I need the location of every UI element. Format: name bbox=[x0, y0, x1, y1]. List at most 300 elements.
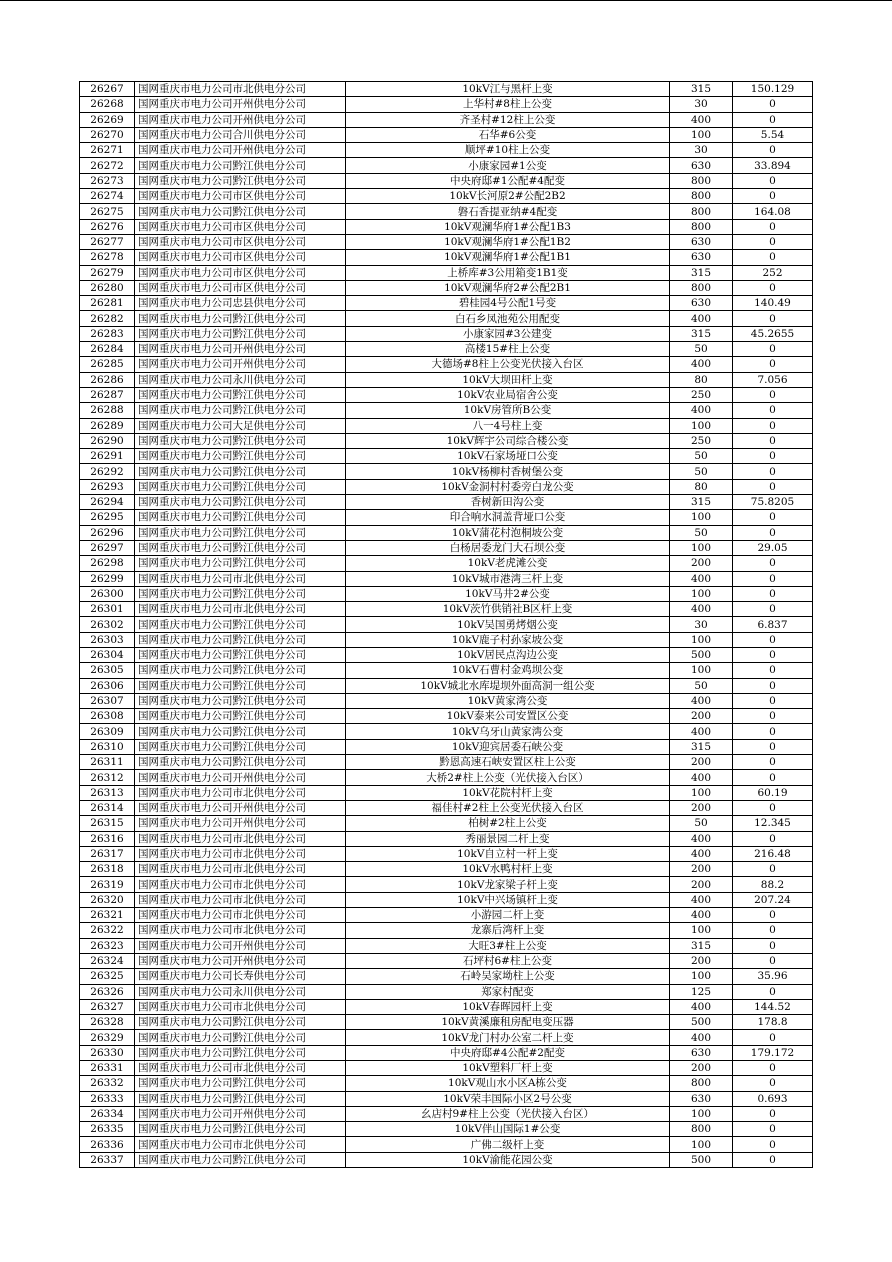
company-cell: 国网重庆市电力公司市北供电分公司 bbox=[135, 785, 346, 800]
company-cell: 国网重庆市电力公司黔江供电分公司 bbox=[135, 1152, 346, 1167]
company-cell: 国网重庆市电力公司开州供电分公司 bbox=[135, 1106, 346, 1121]
company-cell: 国网重庆市电力公司黔江供电分公司 bbox=[135, 204, 346, 219]
table-row bbox=[80, 265, 813, 280]
transformer-name-cell: 10kV观澜华府1#公配1B2 bbox=[346, 234, 670, 249]
transformer-name-cell: 10kV水鸭村杆上变 bbox=[346, 862, 670, 877]
row-id-cell: 26296 bbox=[80, 525, 135, 540]
table-row bbox=[80, 984, 813, 999]
company-cell: 国网重庆市电力公司市北供电分公司 bbox=[135, 82, 346, 97]
table-row bbox=[80, 1045, 813, 1060]
transformer-name-cell: 10kV黄溪廉租房配电变压器 bbox=[346, 1015, 670, 1030]
table-row bbox=[80, 510, 813, 525]
company-cell: 国网重庆市电力公司黔江供电分公司 bbox=[135, 387, 346, 402]
value-cell: 0 bbox=[733, 403, 813, 418]
company-cell: 国网重庆市电力公司黔江供电分公司 bbox=[135, 693, 346, 708]
value-cell: 252 bbox=[733, 265, 813, 280]
row-id-cell: 26327 bbox=[80, 999, 135, 1014]
value-cell: 0 bbox=[733, 831, 813, 846]
table-row bbox=[80, 540, 813, 555]
transformer-name-cell: 小康家园#1公变 bbox=[346, 158, 670, 173]
capacity-cell: 100 bbox=[670, 632, 733, 647]
company-cell: 国网重庆市电力公司黔江供电分公司 bbox=[135, 1030, 346, 1045]
capacity-cell: 80 bbox=[670, 479, 733, 494]
transformer-name-cell: 10kV辉宇公司综合楼公变 bbox=[346, 433, 670, 448]
table-row bbox=[80, 969, 813, 984]
table-row bbox=[80, 204, 813, 219]
table-row bbox=[80, 693, 813, 708]
row-id-cell: 26316 bbox=[80, 831, 135, 846]
transformer-name-cell: 10kV渝能花园公变 bbox=[346, 1152, 670, 1167]
value-cell: 0 bbox=[733, 663, 813, 678]
table-row bbox=[80, 1015, 813, 1030]
transformer-name-cell: 郑家村配变 bbox=[346, 984, 670, 999]
row-id-cell: 26292 bbox=[80, 464, 135, 479]
transformer-name-cell: 石岭吴家坳柱上公变 bbox=[346, 969, 670, 984]
row-id-cell: 26290 bbox=[80, 433, 135, 448]
row-id-cell: 26279 bbox=[80, 265, 135, 280]
capacity-cell: 200 bbox=[670, 800, 733, 815]
table-row bbox=[80, 403, 813, 418]
transformer-name-cell: 10kV吴国勇烤烟公变 bbox=[346, 617, 670, 632]
value-cell: 33.894 bbox=[733, 158, 813, 173]
transformer-name-cell: 10kV房管所B公变 bbox=[346, 403, 670, 418]
capacity-cell: 125 bbox=[670, 984, 733, 999]
capacity-cell: 100 bbox=[670, 586, 733, 601]
transformer-name-cell: 10kV城北水库堤坝外面高洞一组公变 bbox=[346, 678, 670, 693]
row-id-cell: 26313 bbox=[80, 785, 135, 800]
capacity-cell: 400 bbox=[670, 1030, 733, 1045]
row-id-cell: 26304 bbox=[80, 647, 135, 662]
company-cell: 国网重庆市电力公司黔江供电分公司 bbox=[135, 540, 346, 555]
value-cell: 0 bbox=[733, 418, 813, 433]
value-cell: 88.2 bbox=[733, 877, 813, 892]
company-cell: 国网重庆市电力公司开州供电分公司 bbox=[135, 800, 346, 815]
value-cell: 0 bbox=[733, 449, 813, 464]
company-cell: 国网重庆市电力公司开州供电分公司 bbox=[135, 816, 346, 831]
transformer-name-cell: 八一4号柱上变 bbox=[346, 418, 670, 433]
capacity-cell: 200 bbox=[670, 556, 733, 571]
capacity-cell: 800 bbox=[670, 1076, 733, 1091]
capacity-cell: 400 bbox=[670, 602, 733, 617]
table-row bbox=[80, 923, 813, 938]
table-row bbox=[80, 1076, 813, 1091]
value-cell: 5.54 bbox=[733, 127, 813, 142]
capacity-cell: 400 bbox=[670, 311, 733, 326]
capacity-cell: 30 bbox=[670, 617, 733, 632]
transformer-name-cell: 10kV城市港湾三杆上变 bbox=[346, 571, 670, 586]
table-row bbox=[80, 724, 813, 739]
value-cell: 60.19 bbox=[733, 785, 813, 800]
table-row bbox=[80, 617, 813, 632]
value-cell: 0 bbox=[733, 571, 813, 586]
capacity-cell: 800 bbox=[670, 219, 733, 234]
table-row bbox=[80, 173, 813, 188]
company-cell: 国网重庆市电力公司黔江供电分公司 bbox=[135, 617, 346, 632]
capacity-cell: 200 bbox=[670, 877, 733, 892]
value-cell: 29.05 bbox=[733, 540, 813, 555]
table-row bbox=[80, 280, 813, 295]
capacity-cell: 50 bbox=[670, 816, 733, 831]
company-cell: 国网重庆市电力公司市区供电分公司 bbox=[135, 189, 346, 204]
value-cell: 0 bbox=[733, 433, 813, 448]
value-cell: 0 bbox=[733, 800, 813, 815]
table-row bbox=[80, 709, 813, 724]
capacity-cell: 315 bbox=[670, 265, 733, 280]
row-id-cell: 26323 bbox=[80, 938, 135, 953]
company-cell: 国网重庆市电力公司黔江供电分公司 bbox=[135, 1122, 346, 1137]
table-row bbox=[80, 112, 813, 127]
company-cell: 国网重庆市电力公司黔江供电分公司 bbox=[135, 678, 346, 693]
row-id-cell: 26297 bbox=[80, 540, 135, 555]
value-cell: 164.08 bbox=[733, 204, 813, 219]
value-cell: 0 bbox=[733, 632, 813, 647]
row-id-cell: 26310 bbox=[80, 739, 135, 754]
company-cell: 国网重庆市电力公司黔江供电分公司 bbox=[135, 173, 346, 188]
row-id-cell: 26275 bbox=[80, 204, 135, 219]
value-cell: 0 bbox=[733, 678, 813, 693]
company-cell: 国网重庆市电力公司市北供电分公司 bbox=[135, 908, 346, 923]
capacity-cell: 400 bbox=[670, 846, 733, 861]
company-cell: 国网重庆市电力公司黔江供电分公司 bbox=[135, 449, 346, 464]
value-cell: 0 bbox=[733, 1137, 813, 1152]
value-cell: 0 bbox=[733, 908, 813, 923]
value-cell: 150.129 bbox=[733, 82, 813, 97]
company-cell: 国网重庆市电力公司市北供电分公司 bbox=[135, 999, 346, 1014]
table-row bbox=[80, 877, 813, 892]
transformer-name-cell: 10kV荣丰国际小区2号公变 bbox=[346, 1091, 670, 1106]
row-id-cell: 26268 bbox=[80, 97, 135, 112]
company-cell: 国网重庆市电力公司黔江供电分公司 bbox=[135, 586, 346, 601]
table-row bbox=[80, 158, 813, 173]
table-row bbox=[80, 999, 813, 1014]
transformer-name-cell: 10kV黄家湾公变 bbox=[346, 693, 670, 708]
company-cell: 国网重庆市电力公司市北供电分公司 bbox=[135, 602, 346, 617]
capacity-cell: 100 bbox=[670, 663, 733, 678]
capacity-cell: 50 bbox=[670, 464, 733, 479]
table-row bbox=[80, 418, 813, 433]
row-id-cell: 26300 bbox=[80, 586, 135, 601]
transformer-name-cell: 黔恩高速石峡安置区柱上公变 bbox=[346, 755, 670, 770]
row-id-cell: 26309 bbox=[80, 724, 135, 739]
table-row bbox=[80, 1061, 813, 1076]
value-cell: 0 bbox=[733, 173, 813, 188]
row-id-cell: 26334 bbox=[80, 1106, 135, 1121]
capacity-cell: 400 bbox=[670, 908, 733, 923]
transformer-name-cell: 高楼15#柱上公变 bbox=[346, 342, 670, 357]
capacity-cell: 315 bbox=[670, 82, 733, 97]
transformer-name-cell: 10kV茨竹供销社B区杆上变 bbox=[346, 602, 670, 617]
company-cell: 国网重庆市电力公司市区供电分公司 bbox=[135, 280, 346, 295]
transformer-name-cell: 小游园二杆上变 bbox=[346, 908, 670, 923]
transformer-name-cell: 10kV观澜华府1#公配1B3 bbox=[346, 219, 670, 234]
company-cell: 国网重庆市电力公司忠县供电分公司 bbox=[135, 296, 346, 311]
company-cell: 国网重庆市电力公司黔江供电分公司 bbox=[135, 647, 346, 662]
table-row bbox=[80, 586, 813, 601]
transformer-name-cell: 磐石香提亚纳#4配变 bbox=[346, 204, 670, 219]
table-row bbox=[80, 785, 813, 800]
value-cell: 0.693 bbox=[733, 1091, 813, 1106]
company-cell: 国网重庆市电力公司黔江供电分公司 bbox=[135, 311, 346, 326]
row-id-cell: 26308 bbox=[80, 709, 135, 724]
value-cell: 0 bbox=[733, 1122, 813, 1137]
value-cell: 0 bbox=[733, 97, 813, 112]
capacity-cell: 30 bbox=[670, 143, 733, 158]
company-cell: 国网重庆市电力公司市区供电分公司 bbox=[135, 265, 346, 280]
table-row bbox=[80, 326, 813, 341]
table-row bbox=[80, 387, 813, 402]
transformer-name-cell: 石坪村6#柱上公变 bbox=[346, 953, 670, 968]
transformer-name-cell: 幺店村9#柱上公变（光伏接入台区） bbox=[346, 1106, 670, 1121]
transformer-name-cell: 小康家园#3公建变 bbox=[346, 326, 670, 341]
value-cell: 0 bbox=[733, 586, 813, 601]
capacity-cell: 200 bbox=[670, 862, 733, 877]
value-cell: 140.49 bbox=[733, 296, 813, 311]
value-cell: 0 bbox=[733, 709, 813, 724]
value-cell: 0 bbox=[733, 1106, 813, 1121]
value-cell: 0 bbox=[733, 510, 813, 525]
company-cell: 国网重庆市电力公司开州供电分公司 bbox=[135, 97, 346, 112]
value-cell: 0 bbox=[733, 755, 813, 770]
row-id-cell: 26298 bbox=[80, 556, 135, 571]
value-cell: 0 bbox=[733, 234, 813, 249]
company-cell: 国网重庆市电力公司市北供电分公司 bbox=[135, 571, 346, 586]
value-cell: 0 bbox=[733, 953, 813, 968]
transformer-name-cell: 10kV农业局宿舍公变 bbox=[346, 387, 670, 402]
capacity-cell: 400 bbox=[670, 112, 733, 127]
row-id-cell: 26332 bbox=[80, 1076, 135, 1091]
table-row bbox=[80, 1106, 813, 1121]
value-cell: 0 bbox=[733, 1030, 813, 1045]
company-cell: 国网重庆市电力公司市北供电分公司 bbox=[135, 892, 346, 907]
company-cell: 国网重庆市电力公司黔江供电分公司 bbox=[135, 1045, 346, 1060]
value-cell: 12.345 bbox=[733, 816, 813, 831]
row-id-cell: 26282 bbox=[80, 311, 135, 326]
capacity-cell: 800 bbox=[670, 280, 733, 295]
capacity-cell: 250 bbox=[670, 433, 733, 448]
capacity-cell: 400 bbox=[670, 892, 733, 907]
table-row bbox=[80, 82, 813, 97]
table-row bbox=[80, 433, 813, 448]
value-cell: 35.96 bbox=[733, 969, 813, 984]
company-cell: 国网重庆市电力公司开州供电分公司 bbox=[135, 938, 346, 953]
transformer-name-cell: 10kV塑料厂杆上变 bbox=[346, 1061, 670, 1076]
table-row bbox=[80, 143, 813, 158]
table-row bbox=[80, 556, 813, 571]
table-row bbox=[80, 938, 813, 953]
transformer-name-cell: 香树新田沟公变 bbox=[346, 495, 670, 510]
value-cell: 216.48 bbox=[733, 846, 813, 861]
capacity-cell: 50 bbox=[670, 449, 733, 464]
value-cell: 0 bbox=[733, 693, 813, 708]
capacity-cell: 630 bbox=[670, 158, 733, 173]
transformer-name-cell: 10kV观山水小区A栋公变 bbox=[346, 1076, 670, 1091]
value-cell: 0 bbox=[733, 250, 813, 265]
capacity-cell: 100 bbox=[670, 785, 733, 800]
value-cell: 0 bbox=[733, 479, 813, 494]
company-cell: 国网重庆市电力公司开州供电分公司 bbox=[135, 770, 346, 785]
row-id-cell: 26277 bbox=[80, 234, 135, 249]
company-cell: 国网重庆市电力公司黔江供电分公司 bbox=[135, 1091, 346, 1106]
transformer-table bbox=[79, 81, 813, 1168]
capacity-cell: 100 bbox=[670, 1137, 733, 1152]
table-row bbox=[80, 1137, 813, 1152]
capacity-cell: 250 bbox=[670, 387, 733, 402]
table-row bbox=[80, 1152, 813, 1167]
row-id-cell: 26289 bbox=[80, 418, 135, 433]
transformer-name-cell: 白石乡凤池苑公用配变 bbox=[346, 311, 670, 326]
row-id-cell: 26336 bbox=[80, 1137, 135, 1152]
row-id-cell: 26299 bbox=[80, 571, 135, 586]
capacity-cell: 50 bbox=[670, 678, 733, 693]
row-id-cell: 26283 bbox=[80, 326, 135, 341]
capacity-cell: 400 bbox=[670, 357, 733, 372]
capacity-cell: 50 bbox=[670, 525, 733, 540]
row-id-cell: 26281 bbox=[80, 296, 135, 311]
row-id-cell: 26269 bbox=[80, 112, 135, 127]
row-id-cell: 26267 bbox=[80, 82, 135, 97]
table-row bbox=[80, 862, 813, 877]
value-cell: 7.056 bbox=[733, 372, 813, 387]
capacity-cell: 200 bbox=[670, 1061, 733, 1076]
row-id-cell: 26333 bbox=[80, 1091, 135, 1106]
table-row bbox=[80, 495, 813, 510]
transformer-name-cell: 碧桂园4号公配1号变 bbox=[346, 296, 670, 311]
company-cell: 国网重庆市电力公司黔江供电分公司 bbox=[135, 510, 346, 525]
row-id-cell: 26306 bbox=[80, 678, 135, 693]
value-cell: 0 bbox=[733, 724, 813, 739]
company-cell: 国网重庆市电力公司市区供电分公司 bbox=[135, 250, 346, 265]
capacity-cell: 630 bbox=[670, 1045, 733, 1060]
value-cell: 0 bbox=[733, 112, 813, 127]
capacity-cell: 400 bbox=[670, 403, 733, 418]
transformer-name-cell: 顺坪#10柱上公变 bbox=[346, 143, 670, 158]
table-row bbox=[80, 1091, 813, 1106]
capacity-cell: 80 bbox=[670, 372, 733, 387]
table-row bbox=[80, 219, 813, 234]
transformer-name-cell: 印合响水洞盖背垭口公变 bbox=[346, 510, 670, 525]
transformer-name-cell: 10kV龙家梁子杆上变 bbox=[346, 877, 670, 892]
company-cell: 国网重庆市电力公司黔江供电分公司 bbox=[135, 709, 346, 724]
transformer-name-cell: 齐圣村#12柱上公变 bbox=[346, 112, 670, 127]
row-id-cell: 26324 bbox=[80, 953, 135, 968]
table-row bbox=[80, 770, 813, 785]
table-row bbox=[80, 296, 813, 311]
value-cell: 0 bbox=[733, 219, 813, 234]
table-row bbox=[80, 632, 813, 647]
value-cell: 0 bbox=[733, 464, 813, 479]
transformer-name-cell: 10kV迎宾居委石峡公变 bbox=[346, 739, 670, 754]
row-id-cell: 26312 bbox=[80, 770, 135, 785]
capacity-cell: 200 bbox=[670, 709, 733, 724]
row-id-cell: 26295 bbox=[80, 510, 135, 525]
transformer-name-cell: 中央府邸#4公配#2配变 bbox=[346, 1045, 670, 1060]
capacity-cell: 100 bbox=[670, 510, 733, 525]
company-cell: 国网重庆市电力公司大足供电分公司 bbox=[135, 418, 346, 433]
company-cell: 国网重庆市电力公司合川供电分公司 bbox=[135, 127, 346, 142]
transformer-name-cell: 10kV蒲花村泡桐坡公变 bbox=[346, 525, 670, 540]
value-cell: 0 bbox=[733, 387, 813, 402]
capacity-cell: 315 bbox=[670, 938, 733, 953]
table-row bbox=[80, 1122, 813, 1137]
transformer-name-cell: 10kV自立村一杆上变 bbox=[346, 846, 670, 861]
capacity-cell: 100 bbox=[670, 923, 733, 938]
capacity-cell: 800 bbox=[670, 173, 733, 188]
value-cell: 0 bbox=[733, 647, 813, 662]
transformer-name-cell: 10kV大坝田杆上变 bbox=[346, 372, 670, 387]
company-cell: 国网重庆市电力公司市北供电分公司 bbox=[135, 846, 346, 861]
row-id-cell: 26305 bbox=[80, 663, 135, 678]
transformer-name-cell: 大桥2#柱上公变（光伏接入台区） bbox=[346, 770, 670, 785]
capacity-cell: 100 bbox=[670, 1106, 733, 1121]
table-row bbox=[80, 342, 813, 357]
company-cell: 国网重庆市电力公司黔江供电分公司 bbox=[135, 739, 346, 754]
company-cell: 国网重庆市电力公司开州供电分公司 bbox=[135, 143, 346, 158]
value-cell: 0 bbox=[733, 311, 813, 326]
transformer-name-cell: 10kV中兴场镇杆上变 bbox=[346, 892, 670, 907]
transformer-name-cell: 中央府邸#1公配#4配变 bbox=[346, 173, 670, 188]
value-cell: 0 bbox=[733, 1076, 813, 1091]
value-cell: 0 bbox=[733, 984, 813, 999]
table-row bbox=[80, 908, 813, 923]
value-cell: 0 bbox=[733, 1061, 813, 1076]
capacity-cell: 100 bbox=[670, 127, 733, 142]
table-row bbox=[80, 831, 813, 846]
value-cell: 0 bbox=[733, 143, 813, 158]
row-id-cell: 26325 bbox=[80, 969, 135, 984]
row-id-cell: 26321 bbox=[80, 908, 135, 923]
table-row bbox=[80, 663, 813, 678]
table-row bbox=[80, 250, 813, 265]
transformer-name-cell: 10kV石家场垭口公变 bbox=[346, 449, 670, 464]
capacity-cell: 400 bbox=[670, 571, 733, 586]
company-cell: 国网重庆市电力公司黔江供电分公司 bbox=[135, 1015, 346, 1030]
row-id-cell: 26287 bbox=[80, 387, 135, 402]
company-cell: 国网重庆市电力公司黔江供电分公司 bbox=[135, 433, 346, 448]
row-id-cell: 26294 bbox=[80, 495, 135, 510]
row-id-cell: 26315 bbox=[80, 816, 135, 831]
row-id-cell: 26314 bbox=[80, 800, 135, 815]
row-id-cell: 26320 bbox=[80, 892, 135, 907]
table-row bbox=[80, 464, 813, 479]
row-id-cell: 26319 bbox=[80, 877, 135, 892]
value-cell: 207.24 bbox=[733, 892, 813, 907]
company-cell: 国网重庆市电力公司黔江供电分公司 bbox=[135, 525, 346, 540]
row-id-cell: 26284 bbox=[80, 342, 135, 357]
row-id-cell: 26273 bbox=[80, 173, 135, 188]
table-row bbox=[80, 846, 813, 861]
capacity-cell: 500 bbox=[670, 1152, 733, 1167]
row-id-cell: 26331 bbox=[80, 1061, 135, 1076]
transformer-name-cell: 10kV江与黑杆上变 bbox=[346, 82, 670, 97]
value-cell: 0 bbox=[733, 357, 813, 372]
table-row bbox=[80, 479, 813, 494]
transformer-name-cell: 10kV观澜华府1#公配1B1 bbox=[346, 250, 670, 265]
row-id-cell: 26322 bbox=[80, 923, 135, 938]
row-id-cell: 26301 bbox=[80, 602, 135, 617]
row-id-cell: 26280 bbox=[80, 280, 135, 295]
company-cell: 国网重庆市电力公司市北供电分公司 bbox=[135, 877, 346, 892]
capacity-cell: 50 bbox=[670, 342, 733, 357]
transformer-name-cell: 10kV花院村杆上变 bbox=[346, 785, 670, 800]
table-row bbox=[80, 372, 813, 387]
row-id-cell: 26330 bbox=[80, 1045, 135, 1060]
transformer-name-cell: 柏树#2柱上公变 bbox=[346, 816, 670, 831]
transformer-name-cell: 10kV杨柳村香树堡公变 bbox=[346, 464, 670, 479]
company-cell: 国网重庆市电力公司市区供电分公司 bbox=[135, 219, 346, 234]
table-row bbox=[80, 602, 813, 617]
row-id-cell: 26271 bbox=[80, 143, 135, 158]
company-cell: 国网重庆市电力公司永川供电分公司 bbox=[135, 372, 346, 387]
